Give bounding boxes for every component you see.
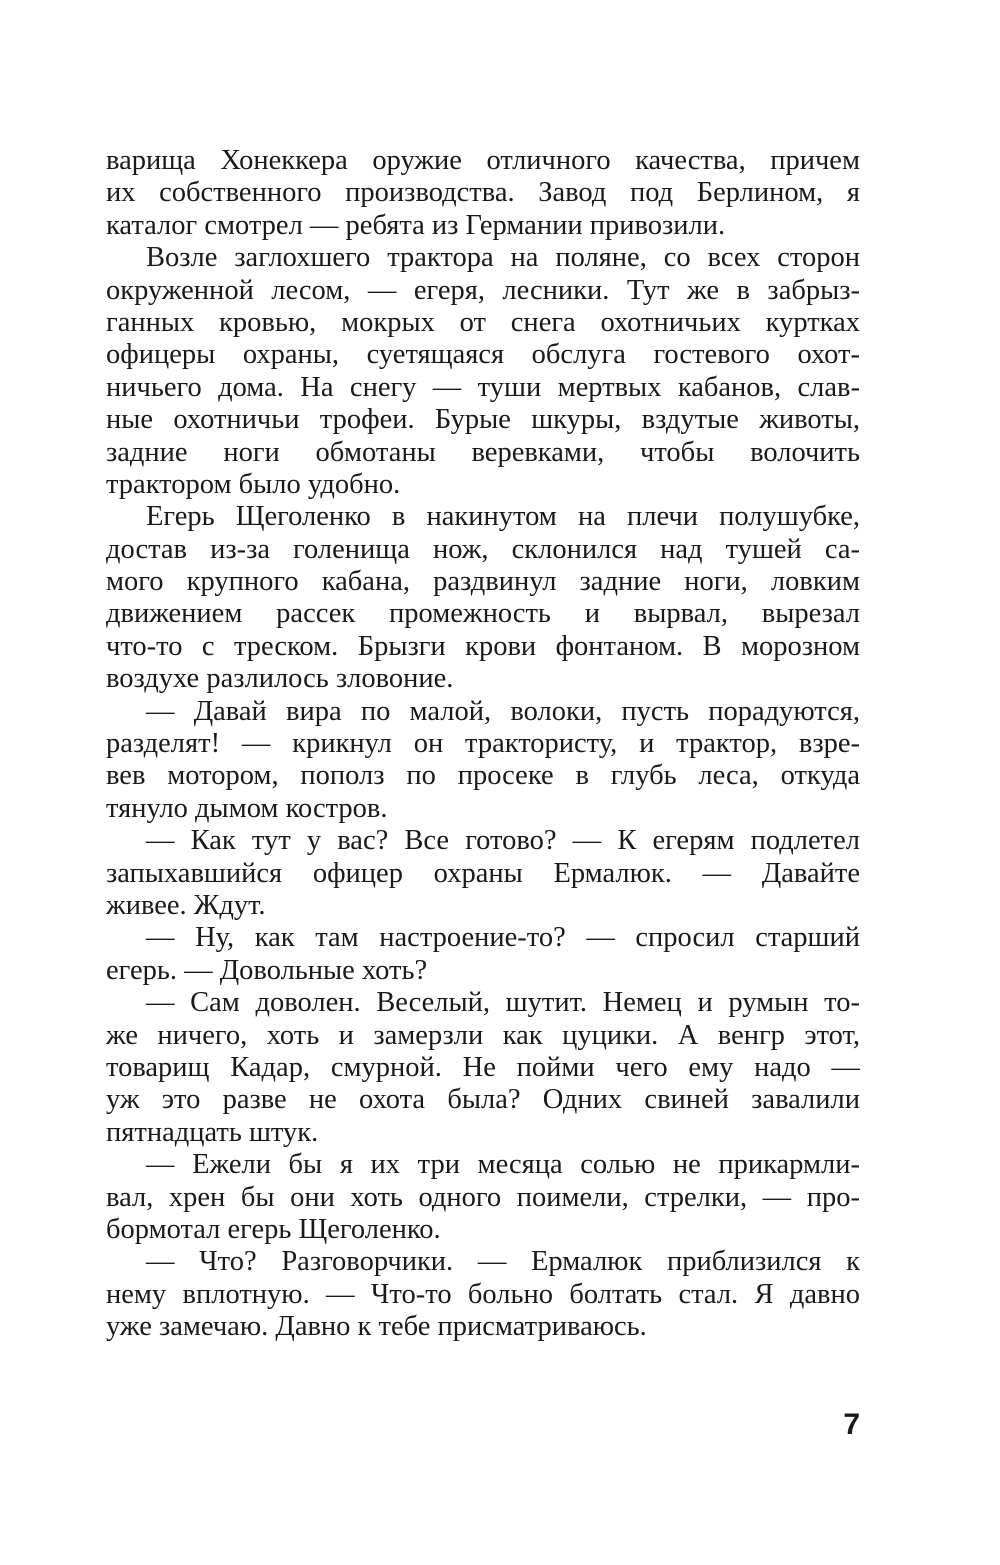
text-line: Возле заглохшего трактора на поляне, со всех сторон [146, 242, 860, 274]
text-line: задние ноги обмотаны веревками, чтобы волочить [106, 436, 860, 468]
text-line: уж это разве не охота была? Одних свиней завалили [106, 1084, 860, 1116]
page-number: 7 [843, 1408, 860, 1441]
text-line: ные охотничьи трофеи. Бурые шкуры, вздутые животы, [106, 404, 860, 436]
text-line: окруженной лесом, — егеря, лесники. Тут же в забрыз- [106, 274, 860, 306]
text-line: что-то с треском. Брызги крови фонтаном. В морозном [106, 630, 860, 662]
text-line: варища Хонеккера оружие отличного качества, причем [106, 145, 860, 176]
body-text [106, 145, 860, 1343]
text-line: пятнадцать штук. [106, 1116, 319, 1148]
text-line: мого крупного кабана, раздвинул задние ноги, ловким [106, 566, 860, 598]
text-line: нему вплотную. — Что-то больно болтать стал. Я давно [106, 1278, 860, 1310]
text-line: живее. Ждут. [106, 889, 266, 921]
text-line: воздухе разлилось зловоние. [106, 663, 454, 695]
text-line: достав из-за голенища нож, склонился над тушей са- [106, 533, 860, 565]
text-line: ничьего дома. На снегу — туши мертвых кабанов, слав- [106, 371, 860, 403]
text-line: — Что? Разговорчики. — Ермалюк приблизился к [146, 1246, 860, 1278]
text-line: вев мотором, пополз по просеке в глубь леса, откуда [106, 760, 860, 792]
text-line: — Сам доволен. Веселый, шутит. Немец и румын то- [146, 987, 860, 1019]
text-line: движением рассек промежность и вырвал, вырезал [106, 598, 860, 630]
text-line: каталог смотрел — ребята из Германии привозили. [106, 209, 726, 241]
text-line: вал, хрен бы они хоть одного поимели, стрелки, — про- [106, 1181, 860, 1213]
text-line: разделят! — крикнул он трактористу, и трактор, взре- [106, 728, 860, 760]
text-line: ганных кровью, мокрых от снега охотничьих куртках [106, 306, 860, 338]
text-line: егерь. — Довольные хоть? [106, 954, 428, 986]
text-line: тянуло дымом костров. [106, 792, 388, 824]
text-line: — Ежели бы я их три месяца солью не прикармли- [146, 1149, 860, 1181]
text-line: Егерь Щеголенко в накинутом на плечи полушубке, [146, 501, 860, 533]
text-line: — Давай вира по малой, волоки, пусть порадуются, [146, 695, 860, 727]
text-line: их собственного производства. Завод под Берлином, я [106, 177, 860, 209]
text-line: — Как тут у вас? Все готово? — К егерям подлетел [146, 825, 860, 857]
text-line: уже замечаю. Давно к тебе присматриваюсь. [106, 1311, 647, 1343]
text-line: же ничего, хоть и замерзли как цуцики. А венгр этот, [106, 1019, 860, 1051]
text-line: бормотал егерь Щеголенко. [106, 1213, 441, 1245]
text-line: запыхавшийся офицер охраны Ермалюк. — Давайте [106, 857, 860, 889]
text-line: трактором было удобно. [106, 468, 401, 500]
text-line: товарищ Кадар, смурной. Не пойми чего ему надо — [106, 1051, 860, 1083]
text-line: офицеры охраны, суетящаяся обслуга гостевого охот- [106, 339, 860, 371]
text-line: — Ну, как там настроение-то? — спросил старший [146, 922, 860, 954]
